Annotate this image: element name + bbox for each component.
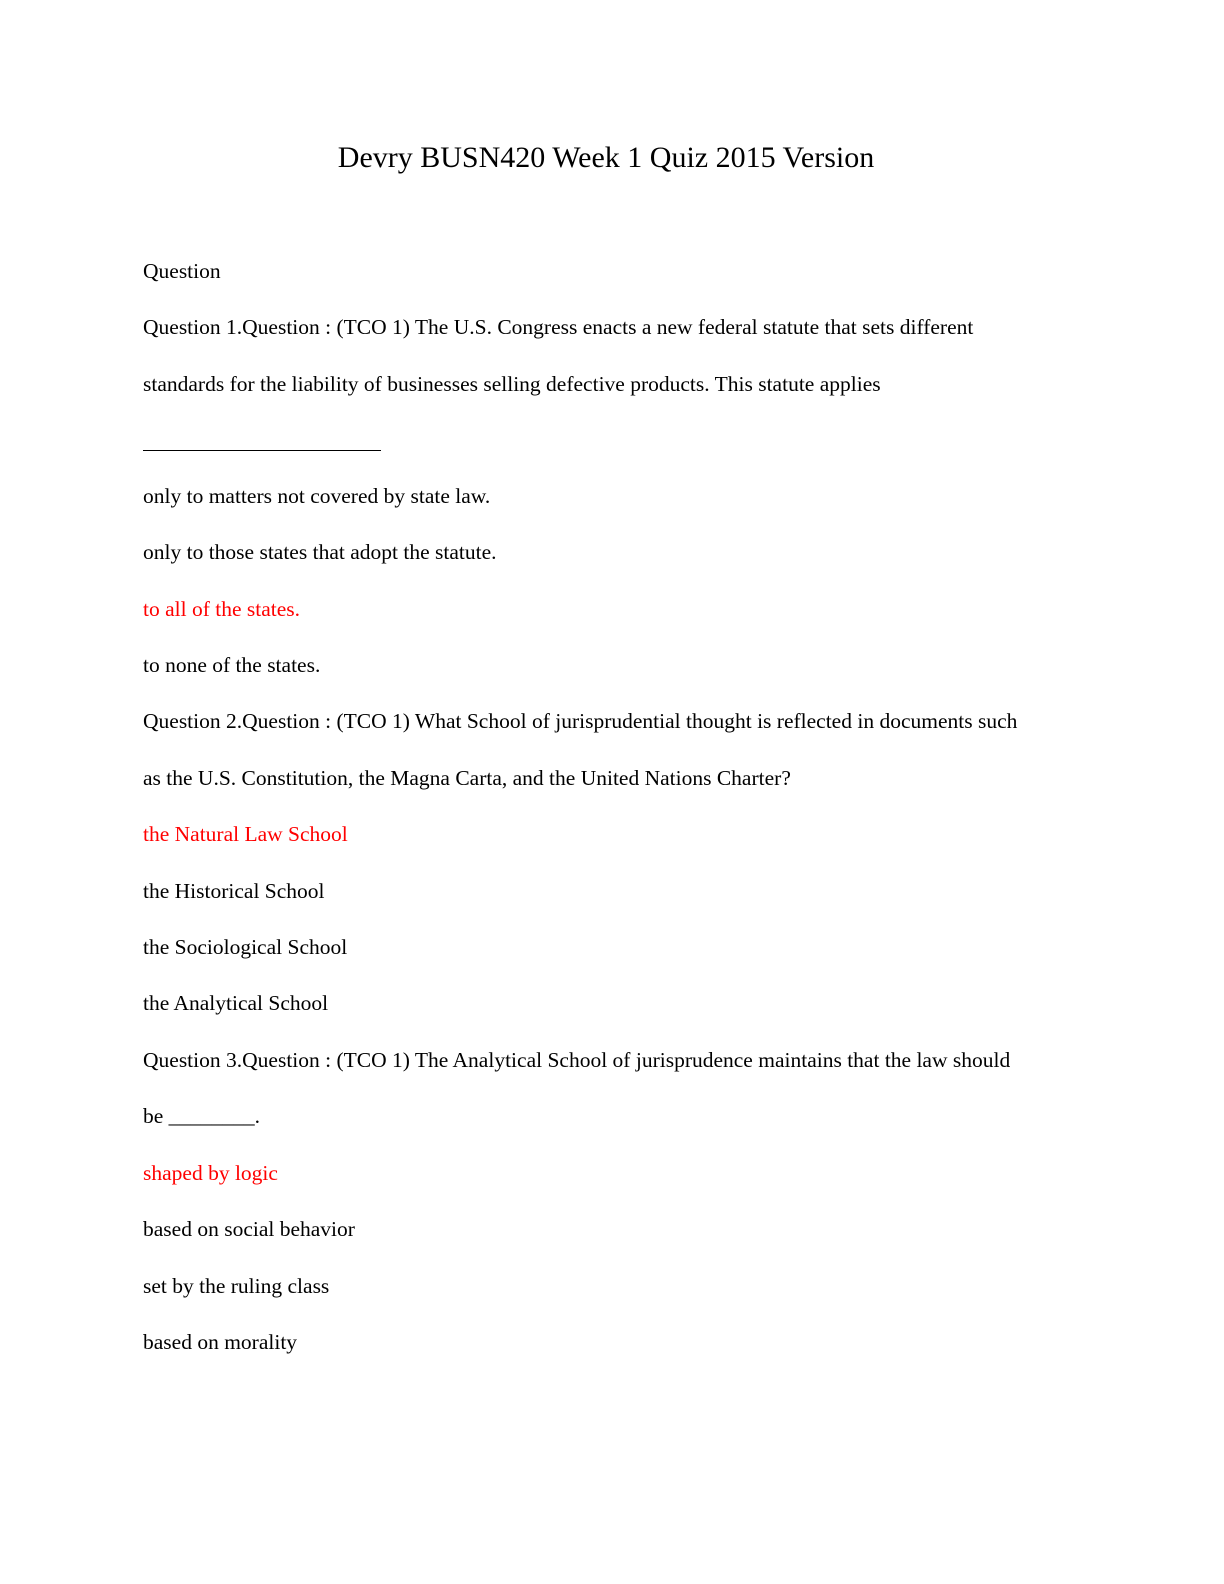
- question-2-option-3: the Sociological School: [143, 935, 348, 959]
- question-2-option-1-correct: the Natural Law School: [143, 822, 348, 846]
- question-1-option-3-correct: to all of the states.: [143, 597, 301, 621]
- question-1-answer-blank: [143, 450, 381, 451]
- question-2-text-line-2: as the U.S. Constitution, the Magna Carta, and the United Nations Charter?: [143, 766, 791, 790]
- question-3-option-2: based on social behavior: [143, 1217, 355, 1241]
- question-3-text-line-1: Question 3.Question : (TCO 1) The Analytical School of jurisprudence maintains that the law should: [143, 1048, 1011, 1072]
- question-1-text-line-1: Question 1.Question : (TCO 1) The U.S. Congress enacts a new federal statute that sets different: [143, 315, 974, 339]
- question-1-option-4: to none of the states.: [143, 653, 321, 677]
- question-3-text-line-2: be ________.: [143, 1104, 261, 1128]
- document-title: Devry BUSN420 Week 1 Quiz 2015 Version: [337, 141, 875, 174]
- question-2-text-line-1: Question 2.Question : (TCO 1) What School of jurisprudential thought is reflected in documents such: [143, 709, 1018, 733]
- question-1-option-1: only to matters not covered by state law.: [143, 484, 491, 508]
- question-3-option-3: set by the ruling class: [143, 1274, 330, 1298]
- section-label: Question: [143, 259, 221, 283]
- question-1-text-line-2: standards for the liability of businesses selling defective products. This statute applies: [143, 372, 881, 396]
- question-2-option-4: the Analytical School: [143, 991, 329, 1015]
- question-3-option-1-correct: shaped by logic: [143, 1161, 278, 1185]
- question-1-option-2: only to those states that adopt the statute.: [143, 540, 497, 564]
- question-2-option-2: the Historical School: [143, 879, 325, 903]
- question-3-option-4: based on morality: [143, 1330, 298, 1354]
